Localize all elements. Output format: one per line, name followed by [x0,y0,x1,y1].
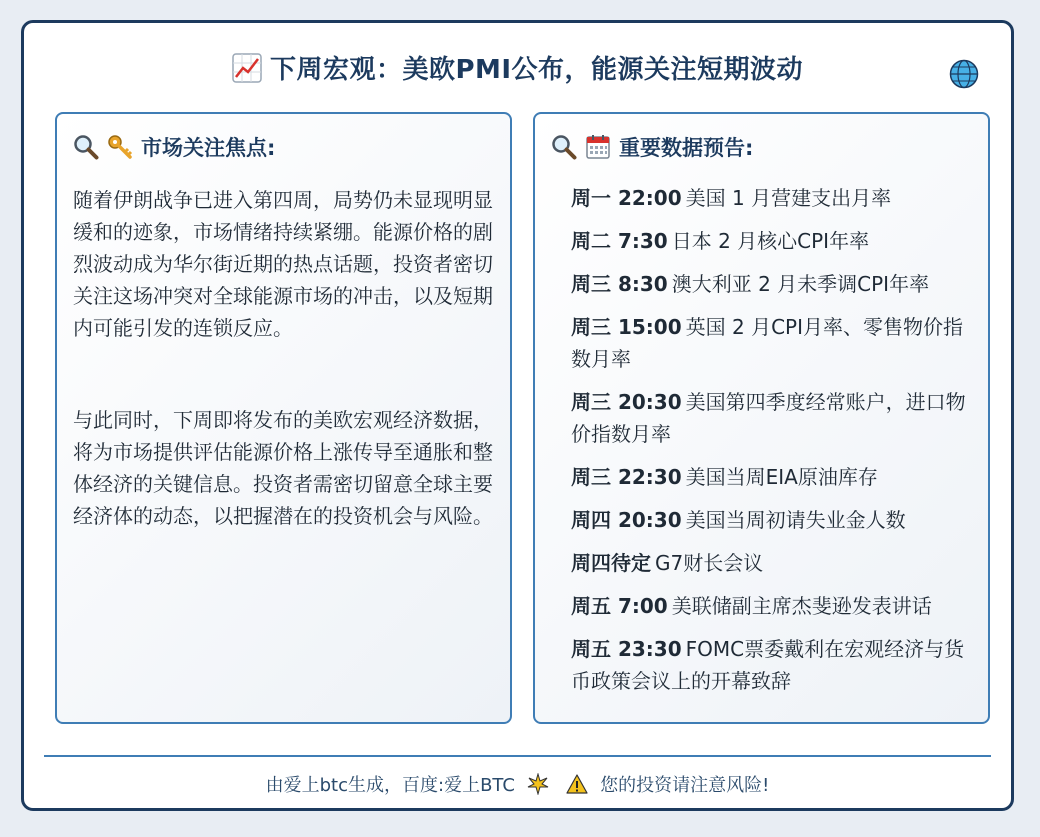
event-time: 周五 7:00 [571,594,668,618]
data-preview-heading: 重要数据预告: [619,136,754,160]
page-title: 下周宏观：美欧PMI公布，能源关注短期波动 [269,55,804,85]
event-time: 周三 20:30 [571,390,682,414]
data-preview-heading-row [551,132,753,162]
magnifier-icon [551,134,577,160]
event-desc: G7财长会议 [655,551,764,575]
event-desc: 美联储副主席杰斐逊发表讲话 [671,594,932,618]
chart-up-icon [232,53,262,83]
sparkle-icon [527,773,549,795]
key-icon [107,134,133,160]
market-focus-panel [55,112,512,724]
event-item [571,182,976,214]
event-item [571,461,976,493]
page-title-row [24,49,1011,86]
event-time: 周五 23:30 [571,637,682,661]
footer-warning: 您的投资请注意风险! [600,775,770,796]
event-desc: 日本 2 月核心CPI年率 [671,229,870,253]
footer-divider [44,755,991,757]
news-card [21,20,1014,811]
event-desc: 美国 1 月营建支出月率 [685,186,892,210]
event-item [571,504,976,536]
event-desc: FOMC票委戴利在宏观经济与货币政策会议上的开幕致辞 [571,637,965,693]
event-time: 周四待定 [571,551,651,575]
event-desc: 澳大利亚 2 月未季调CPI年率 [671,272,930,296]
globe-icon [949,59,979,89]
event-desc: 美国当周初请失业金人数 [685,508,906,532]
event-item [571,590,976,622]
event-time: 周二 7:30 [571,229,668,253]
event-item [571,547,976,579]
event-time: 周三 8:30 [571,272,668,296]
event-item [571,633,976,697]
event-item [571,311,976,375]
calendar-icon [585,134,611,160]
event-item [571,268,976,300]
event-time: 周三 22:30 [571,465,682,489]
event-time: 周一 22:00 [571,186,682,210]
market-focus-heading-row [73,132,275,162]
event-list [571,182,976,708]
event-desc: 美国当周EIA原油库存 [685,465,878,489]
data-preview-panel [533,112,990,724]
event-desc: 英国 2 月CPI月率、零售物价指数月率 [571,315,963,371]
event-time: 周四 20:30 [571,508,682,532]
footer-source: 由爱上btc生成，百度:爱上BTC [265,775,515,796]
event-item [571,386,976,450]
footer [24,771,1011,797]
warning-icon [566,773,588,795]
market-focus-paragraph-1: 随着伊朗战争已进入第四周，局势仍未显现明显缓和的迹象，市场情绪持续紧绷。能源价格的剧烈波动成为华尔街近期的热点话题，投资者密切关注这场冲突对全球能源市场的冲击，以及短期内可能引发的连锁反应。 [73,188,493,340]
magnifier-icon [73,134,99,160]
market-focus-heading: 市场关注焦点: [141,136,276,160]
event-time: 周三 15:00 [571,315,682,339]
event-desc: 美国第四季度经常账户，进口物价指数月率 [571,390,966,446]
event-item [571,225,976,257]
market-focus-paragraph-2: 与此同时，下周即将发布的美欧宏观经济数据，将为市场提供评估能源价格上涨传导至通胀和整体经济的关键信息。投资者需密切留意全球主要经济体的动态，以把握潜在的投资机会与风险。 [73,408,493,528]
